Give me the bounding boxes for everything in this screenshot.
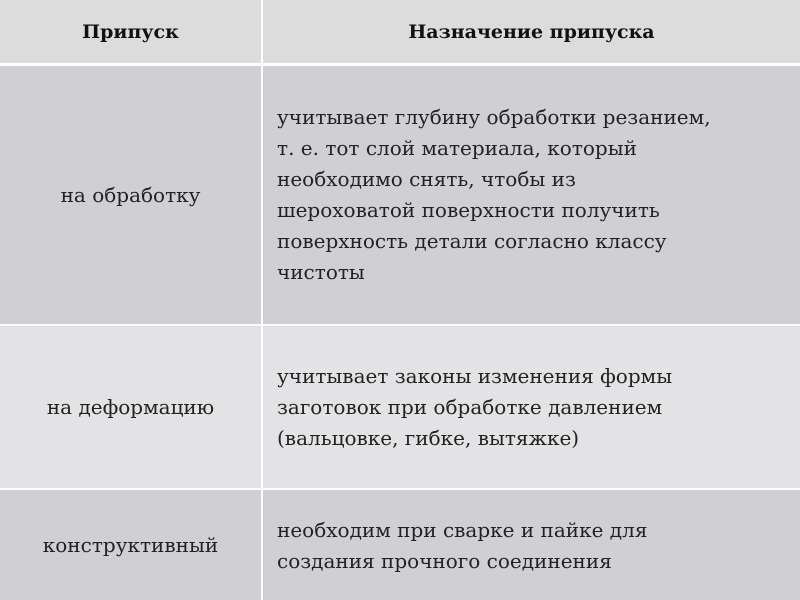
header-allowance-purpose: Назначение припуска — [263, 0, 800, 66]
purpose-line: учитывает законы изменения формы — [277, 363, 673, 388]
allowance-type: на деформацию — [0, 326, 263, 490]
purpose-line: необходим при сварке и пайке для — [277, 517, 648, 542]
header-allowance: Припуск — [0, 0, 263, 66]
purpose-line: шероховатой поверхности получить — [277, 198, 660, 222]
purpose-line: создания прочного соединения — [277, 548, 612, 573]
purpose-line: чистоты — [277, 260, 365, 284]
table-row — [0, 66, 800, 326]
allowance-type: конструктивный — [0, 490, 263, 600]
purpose-line: т. е. тот слой материала, который — [277, 136, 637, 160]
table-row — [0, 326, 800, 490]
purpose-line: поверхность детали согласно классу — [277, 229, 667, 253]
table-header-row — [0, 0, 800, 66]
purpose-line: учитывает глубину обработки резанием, — [277, 105, 711, 129]
allowance-purpose — [263, 326, 800, 490]
allowance-type: на обработку — [0, 66, 263, 326]
purpose-line: (вальцовке, гибке, вытяжке) — [277, 425, 580, 450]
allowance-purpose — [263, 66, 800, 326]
allowance-purpose — [263, 490, 800, 600]
table-row — [0, 490, 800, 600]
purpose-line: заготовок при обработке давлением — [277, 394, 663, 419]
purpose-line: необходимо снять, чтобы из — [277, 167, 576, 191]
